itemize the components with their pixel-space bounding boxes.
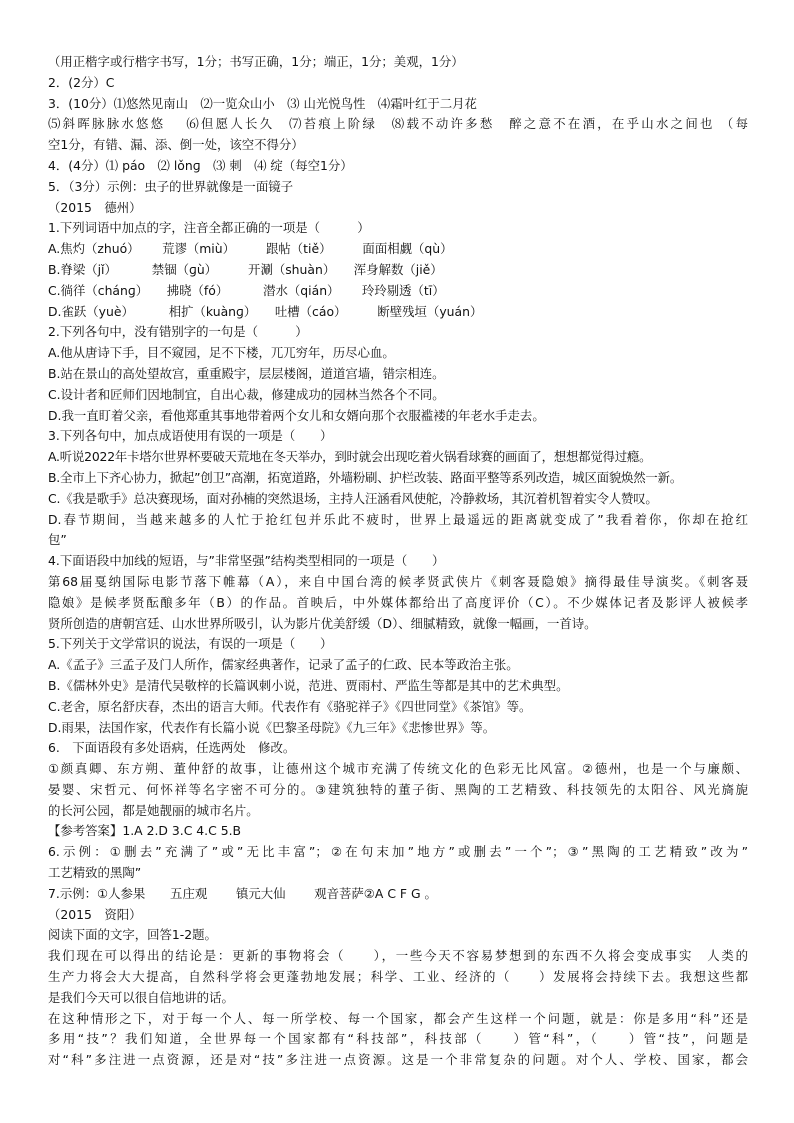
passage-line: 生产力将会大大提高，自然科学将会更蓬勃地发展；科学、工业、经济的（ ）发展将会持续下去。我想这些都 xyxy=(48,969,748,985)
passage-line: 是我们今天可以很自信地讲的话。 xyxy=(48,989,234,1005)
text-line: 5．（3分）示例：虫子的世界就像是一面镜子 xyxy=(48,178,293,194)
passage-line: ①颜真卿、东方朔、董仲舒的故事，让德州这个城市充满了传统文化的色彩无比风富。②德州，也是一个与廉颇、 xyxy=(48,761,748,777)
option-d: D.雀跃（yuè） 相扩（kuànɡ） 吐槽（cáo） 断壁残垣（yuán） xyxy=(48,303,483,319)
option-d: D.我一直盯着父亲，看他郑重其事地带着两个女儿和女婿向那个衣服褴褛的年老水手走去。 xyxy=(48,407,545,423)
passage-line: 多用“技”？我们知道，全世界每一个国家都有“科技部”，科技部（ ）管“科”，（ ）管“技”，问题是 xyxy=(48,1031,748,1047)
question-2: 2.下列各句中，没有错别字的一句是（ ） xyxy=(48,324,308,340)
passage-line: 贤所创造的唐朝宫廷、山水世界所吸引，认为影片优美舒缓（D）、细腻精致，就像一幅画，一首诗。 xyxy=(48,615,597,631)
answer-key: 【参考答案】1.A 2.D 3.C 4.C 5.B xyxy=(48,823,242,839)
option-c: C.《我是歌手》总决赛现场，面对孙楠的突然退场，主持人汪涵看风使舵，冷静救场，其沉着机智着实令人赞叹。 xyxy=(48,490,658,506)
answer-line: 7.示例：①人参果 五庄观 镇元大仙 观音菩萨②A C F G 。 xyxy=(48,885,437,901)
text-line: 2．(2分）C xyxy=(48,74,115,90)
option-d: D.春节期间，当越来越多的人忙于抢红包并乐此不疲时，世界上最遥远的距离就变成了”我看着你，你却在抢红 xyxy=(48,511,748,527)
option-c: C.设计者和匠师们因地制宜，自出心裁，修建成功的园林当然各个不同。 xyxy=(48,386,445,402)
question-4: 4.下面语段中加线的短语，与”非常坚强”结构类型相同的一项是（ ） xyxy=(48,553,445,569)
source-label: （2015 资阳） xyxy=(48,906,142,922)
passage-line: 晏婴、宋哲元、何怀祥等名字密不可分的。③建筑独特的董子街、黑陶的工艺精致、科技领先的太阳谷、风光旖旎 xyxy=(48,781,748,797)
passage-line: 对“科”多注进一点资源，还是对“技”多注进一点资源。这是一个非常复杂的问题。对个人、学校、国家，都会 xyxy=(48,1052,748,1068)
instruction: 阅读下面的文字，回答1-2题。 xyxy=(48,927,217,943)
option-d: D.雨果，法国作家，代表作有长篇小说《巴黎圣母院》《九三年》《悲惨世界》等。 xyxy=(48,719,496,735)
passage-line: 第68届戛纳国际电影节落下帷幕（A），来自中国台湾的候孝贤武侠片《刺客聂隐娘》摘得最佳导演奖。《刺客聂 xyxy=(48,573,748,589)
text-line: ⑸斜晖脉脉水悠悠 ⑹但愿人长久 ⑺苔痕上阶绿 ⑻载不动许多愁 醉之意不在酒，在乎山水之间也 （每 xyxy=(48,116,748,132)
option-c: C.老舍，原名舒庆春，杰出的语言大师。代表作有《骆驼祥子》《四世同堂》《茶馆》等。 xyxy=(48,698,532,714)
text-line: 3．(10分）⑴悠然见南山 ⑵一览众山小 ⑶ 山光悦鸟性 ⑷霜叶红于二月花 xyxy=(48,95,477,111)
question-5: 5.下列关于文学常识的说法，有误的一项是（ ） xyxy=(48,636,333,652)
question-1: 1.下列词语中加点的字，注音全都正确的一项是（ ） xyxy=(48,220,370,236)
question-6: 6. 下面语段有多处语病，任选两处 修改。 xyxy=(48,740,296,756)
option-b: B.《儒林外史》是清代吴敬梓的长篇讽刺小说，范进、贾雨村、严监生等都是其中的艺术典型。 xyxy=(48,677,569,693)
source-label: （2015 德州） xyxy=(48,199,142,215)
text-line: （用正楷字或行楷字书写，1分；书写正确，1分；端正，1分；美观，1分） xyxy=(48,54,464,69)
text-line: 4．(4分）⑴ páo ⑵ lǒnɡ ⑶ 刺 ⑷ 绽（每空1分） xyxy=(48,157,353,173)
option-a: A.焦灼（zhuó） 荒谬（miù） 跟帖（tiě） 面面相觑（qù） xyxy=(48,241,453,257)
answer-line: 6.示例：①删去”充满了”或”无比丰富”；②在句末加”地方”或删去”一个”；③”黑陶的工艺精致”改为” xyxy=(48,844,748,860)
option-b: B.脊梁（jǐ） 禁锢（ɡù） 开涮（shuàn） 浑身解数（jiě） xyxy=(48,261,443,277)
option-a: A.他从唐诗下手，目不窥园，足不下楼，兀兀穷年，历尽心血。 xyxy=(48,345,395,361)
text-line: 空1分，有错、漏、添、倒一处，该空不得分） xyxy=(48,137,304,153)
option-a: A.《孟子》三孟子及门人所作，儒家经典著作，记录了孟子的仁政、民本等政治主张。 xyxy=(48,657,519,673)
option-a: A.听说2022年卡塔尔世界杯要破天荒地在冬天举办，到时就会出现吃着火锅看球赛的画面了，想想都觉得过瘾。 xyxy=(48,449,652,465)
answer-line: 工艺精致的黑陶” xyxy=(48,865,142,881)
passage-line: 在这种情形之下，对于每一个人、每一所学校、每一个国家，都会产生这样一个问题，就是：你是多用“科”还是 xyxy=(48,1010,748,1026)
passage-line: 隐娘》是候孝贤酝酿多年（B）的作品。首映后，中外媒体都给出了高度评价（C）。不少媒体记者及影评人被候孝 xyxy=(48,594,748,610)
passage-line: 我们现在可以得出的结论是：更新的事物将会（ ），一些今天不容易梦想到的东西不久将会变成事实 人类的 xyxy=(48,948,748,964)
question-3: 3.下列各句中，加点成语使用有误的一项是（ ） xyxy=(48,428,333,444)
passage-line: 的长河公园，都是她靓丽的城市名片。 xyxy=(48,802,259,818)
option-b: B.站在景山的高处望故宫，重重殿宇，层层楼阁，道道宫墙，错宗相连。 xyxy=(48,365,445,381)
option-c: C.徜徉（chánɡ） 拂晓（fó） 潜水（qián） 玲玲剔透（tī） xyxy=(48,282,445,298)
option-b: B.全市上下齐心协力，掀起”创卫”高潮，拓宽道路，外墙粉刷、护栏改装、路面平整等系列改造，城区面貌焕然一新。 xyxy=(48,469,683,485)
text-line: 包” xyxy=(48,532,67,548)
